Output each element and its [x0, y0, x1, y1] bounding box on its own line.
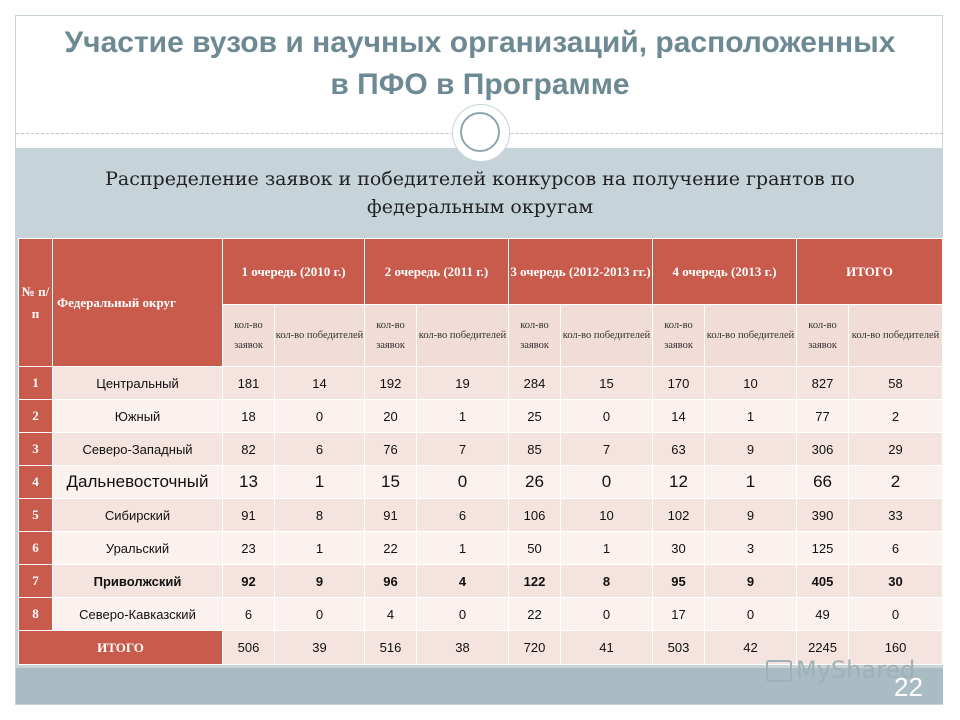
total-value: 720	[509, 631, 561, 665]
cell-value: 9	[705, 565, 797, 598]
cell-value: 6	[275, 433, 365, 466]
sub-winners: кол-во победителей	[275, 305, 365, 367]
row-number: 6	[19, 532, 53, 565]
ornament-ring	[460, 112, 500, 152]
cell-value: 14	[275, 367, 365, 400]
cell-value: 0	[275, 598, 365, 631]
cell-value: 20	[365, 400, 417, 433]
total-value: 506	[223, 631, 275, 665]
cell-value: 30	[849, 565, 943, 598]
district-name: Северо-Западный	[53, 433, 223, 466]
cell-value: 1	[705, 466, 797, 499]
sub-winners: кол-во победителей	[417, 305, 509, 367]
row-number: 3	[19, 433, 53, 466]
total-value: 41	[561, 631, 653, 665]
cell-value: 12	[653, 466, 705, 499]
cell-value: 8	[561, 565, 653, 598]
grants-table	[18, 238, 943, 665]
cell-value: 306	[797, 433, 849, 466]
cell-value: 25	[509, 400, 561, 433]
table-row	[19, 367, 943, 400]
cell-value: 1	[275, 466, 365, 499]
header-district: Федеральный округ	[53, 239, 223, 367]
title-line-2: в ПФО в Программе	[330, 68, 630, 101]
row-number: 5	[19, 499, 53, 532]
cell-value: 390	[797, 499, 849, 532]
district-name: Приволжский	[53, 565, 223, 598]
cell-value: 1	[705, 400, 797, 433]
header-queue-2: 2 очередь (2011 г.)	[365, 239, 509, 305]
cell-value: 50	[509, 532, 561, 565]
caption-line-2: федеральным округам	[366, 196, 594, 218]
sub-apps: кол-во заявок	[509, 305, 561, 367]
title-line-1: Участие вузов и научных организаций, расположенных	[64, 26, 896, 59]
cell-value: 405	[797, 565, 849, 598]
row-number: 4	[19, 466, 53, 499]
cell-value: 13	[223, 466, 275, 499]
cell-value: 33	[849, 499, 943, 532]
cell-value: 91	[223, 499, 275, 532]
row-number: 8	[19, 598, 53, 631]
cell-value: 9	[705, 433, 797, 466]
cell-value: 192	[365, 367, 417, 400]
total-value: 503	[653, 631, 705, 665]
table-row	[19, 433, 943, 466]
cell-value: 96	[365, 565, 417, 598]
slide-number: 22	[894, 672, 923, 702]
cell-value: 22	[509, 598, 561, 631]
row-number: 2	[19, 400, 53, 433]
cell-value: 2	[849, 466, 943, 499]
total-value: 42	[705, 631, 797, 665]
header-row	[19, 239, 943, 305]
cell-value: 125	[797, 532, 849, 565]
cell-value: 0	[849, 598, 943, 631]
cell-value: 0	[561, 466, 653, 499]
cell-value: 284	[509, 367, 561, 400]
table-row	[19, 499, 943, 532]
cell-value: 0	[561, 400, 653, 433]
sub-winners: кол-во победителей	[705, 305, 797, 367]
district-name: Южный	[53, 400, 223, 433]
cell-value: 10	[561, 499, 653, 532]
total-label: ИТОГО	[19, 631, 223, 665]
cell-value: 95	[653, 565, 705, 598]
cell-value: 1	[417, 532, 509, 565]
table-row	[19, 532, 943, 565]
cell-value: 77	[797, 400, 849, 433]
cell-value: 58	[849, 367, 943, 400]
cell-value: 26	[509, 466, 561, 499]
cell-value: 22	[365, 532, 417, 565]
cell-value: 30	[653, 532, 705, 565]
district-name: Уральский	[53, 532, 223, 565]
sub-apps: кол-во заявок	[223, 305, 275, 367]
sub-apps: кол-во заявок	[365, 305, 417, 367]
cell-value: 85	[509, 433, 561, 466]
cell-value: 0	[561, 598, 653, 631]
sub-apps: кол-во заявок	[797, 305, 849, 367]
cell-value: 106	[509, 499, 561, 532]
watermark	[766, 656, 915, 684]
sub-winners: кол-во победителей	[561, 305, 653, 367]
cell-value: 29	[849, 433, 943, 466]
total-value: 516	[365, 631, 417, 665]
cell-value: 9	[275, 565, 365, 598]
cell-value: 4	[365, 598, 417, 631]
cell-value: 82	[223, 433, 275, 466]
cell-value: 10	[705, 367, 797, 400]
cell-value: 0	[275, 400, 365, 433]
cell-value: 92	[223, 565, 275, 598]
caption-line-1: Распределение заявок и победителей конкурсов на получение грантов по	[105, 168, 855, 190]
slide-title	[16, 22, 944, 106]
cell-value: 7	[417, 433, 509, 466]
header-num: № п/п	[19, 239, 53, 367]
district-name: Дальневосточный	[53, 466, 223, 499]
cell-value: 15	[561, 367, 653, 400]
cell-value: 19	[417, 367, 509, 400]
cell-value: 6	[849, 532, 943, 565]
district-name: Сибирский	[53, 499, 223, 532]
cell-value: 15	[365, 466, 417, 499]
table-caption	[40, 165, 920, 221]
table-row	[19, 565, 943, 598]
cell-value: 0	[417, 466, 509, 499]
cell-value: 14	[653, 400, 705, 433]
cell-value: 7	[561, 433, 653, 466]
total-value: 38	[417, 631, 509, 665]
table-row	[19, 598, 943, 631]
cell-value: 827	[797, 367, 849, 400]
district-name: Северо-Кавказский	[53, 598, 223, 631]
header-queue-3: 3 очередь (2012-2013 гг.)	[509, 239, 653, 305]
cell-value: 8	[275, 499, 365, 532]
cell-value: 1	[275, 532, 365, 565]
cell-value: 4	[417, 565, 509, 598]
cell-value: 0	[705, 598, 797, 631]
cell-value: 23	[223, 532, 275, 565]
cell-value: 170	[653, 367, 705, 400]
district-name: Центральный	[53, 367, 223, 400]
header-total: ИТОГО	[797, 239, 943, 305]
cell-value: 122	[509, 565, 561, 598]
cell-value: 0	[417, 598, 509, 631]
cell-value: 49	[797, 598, 849, 631]
cell-value: 102	[653, 499, 705, 532]
cell-value: 91	[365, 499, 417, 532]
cell-value: 66	[797, 466, 849, 499]
header-queue-1: 1 очередь (2010 г.)	[223, 239, 365, 305]
presentation-icon	[766, 660, 792, 682]
header-queue-4: 4 очередь (2013 г.)	[653, 239, 797, 305]
table-row	[19, 400, 943, 433]
cell-value: 1	[561, 532, 653, 565]
cell-value: 181	[223, 367, 275, 400]
cell-value: 1	[417, 400, 509, 433]
sub-apps: кол-во заявок	[653, 305, 705, 367]
cell-value: 6	[417, 499, 509, 532]
row-number: 7	[19, 565, 53, 598]
cell-value: 63	[653, 433, 705, 466]
total-value: 160	[849, 631, 943, 665]
cell-value: 17	[653, 598, 705, 631]
sub-winners: кол-во победителей	[849, 305, 943, 367]
cell-value: 2	[849, 400, 943, 433]
cell-value: 6	[223, 598, 275, 631]
cell-value: 76	[365, 433, 417, 466]
total-value: 39	[275, 631, 365, 665]
cell-value: 3	[705, 532, 797, 565]
watermark-text: MyShared	[796, 656, 916, 684]
table-row	[19, 466, 943, 499]
total-value: 2245	[797, 631, 849, 665]
cell-value: 18	[223, 400, 275, 433]
cell-value: 9	[705, 499, 797, 532]
row-number: 1	[19, 367, 53, 400]
